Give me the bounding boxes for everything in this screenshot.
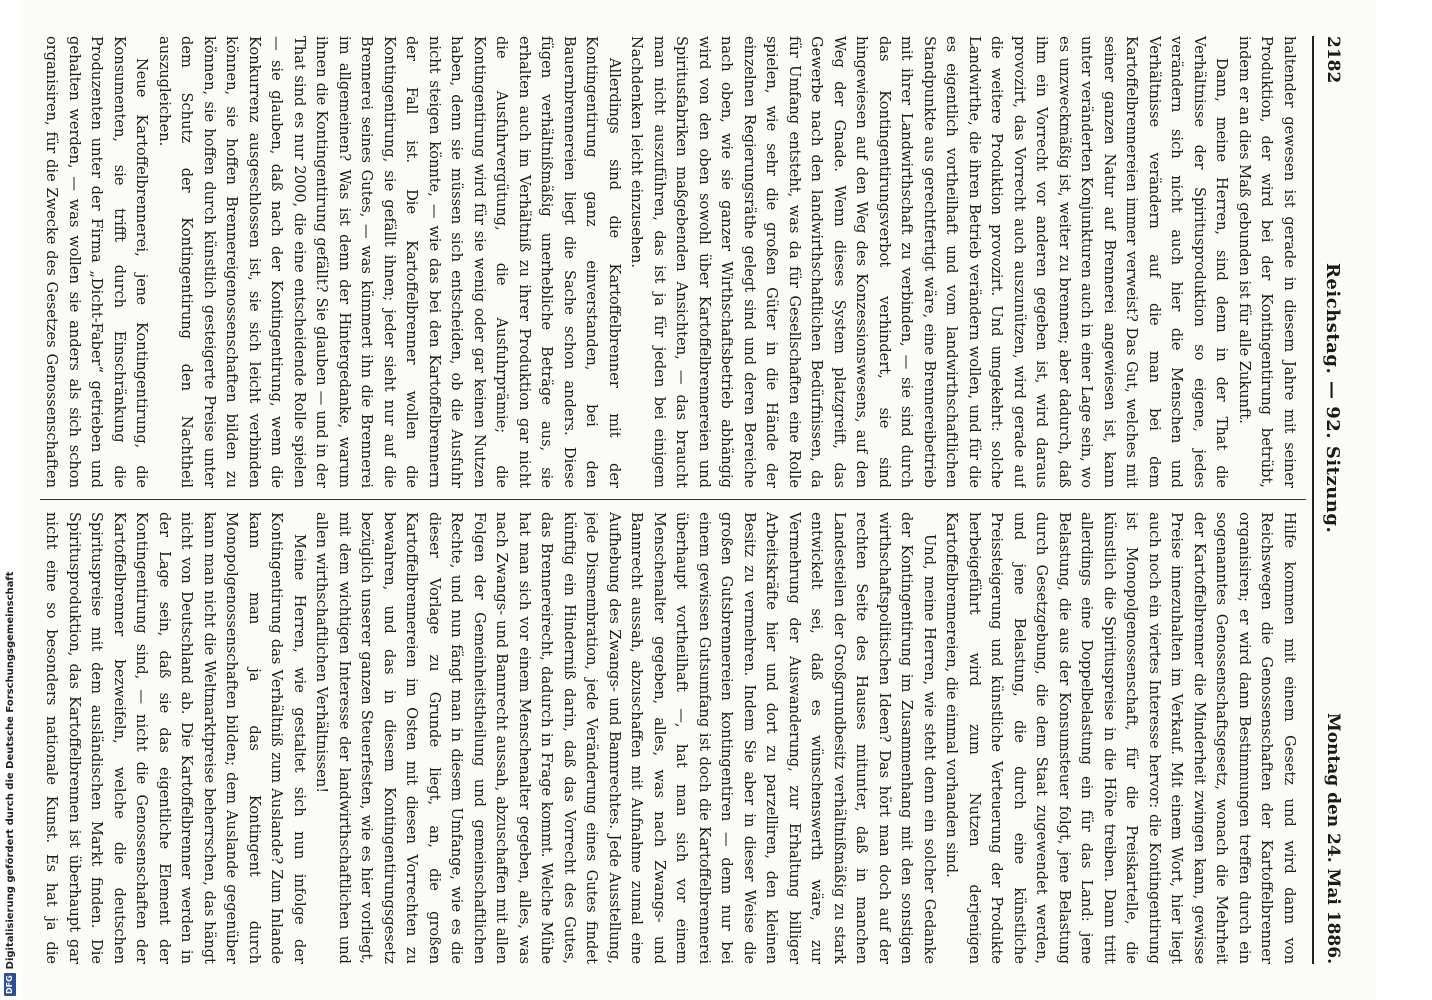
left-column	[40, 36, 1300, 488]
digitization-sidebar	[0, 0, 20, 1000]
column-divider	[40, 499, 1306, 500]
header-rule	[1312, 36, 1314, 964]
digitization-notice: Digitalisierung gefördert durch die Deutsche Forschungsgemeinschaft	[4, 571, 16, 970]
paragraph: Und, meine Herren, wie steht denn ein solcher Gedanke der Kontingentirung im Zusammenhang mit den sonstigen wirthschaftspolitischen Ideen? Das hört man doch auf der rechten Seite des Hauses mitunter, daß in manchen Landesteilen der Großgrundbesitz verhältnißmäßig zu stark entwickelt sei, daß es wünschenswerth wäre, zur Vermehrung der Auswanderung, zur Erhaltung billiger Arbeitskräfte hier und dort zu parzelliren, den kleinen Besitz zu vermehren. Indem Sie aber in dieser Weise die großen Gutsbrennereien kontingentiren — denn nur bei einem gewissen Gutsumfang ist doch die Kartoffelbrennerei überhaupt vortheilhaft —, hat man sich vor einem Menschenalter gegeben, alles, was nach Zwangs- und Bannrecht aussah, abzuschaffen mit Aufnahme zumal eine Aufhebung des Zwangs- und Bannrechtes. Jede Ausstellung, jede Dismembration, jede Veränderung eines Gutes findet künftig ein Hinderniß darin, daß das Vorrecht des Gutes, das Brennereirecht, dadurch in Frage kommt. Welche Mühe hat man sich vor einem Menschenalter gegeben, alles, was nach Zwangs- und Bannrecht aussah, abzuschaffen mit allen Folgen der Gemeinheitstheilung und gemeinschaftlichen Rechte, und nun fängt man in diesem Umfange, wie es die dieser Vorlage zu Grunde liegt, an, die großen Kartoffelbrennereien im Osten mit diesen Vorrechten zu bewahren, und das in diesem Kontingentirungsgesetz bezüglich unserer ganzen Steuerfesten, wie es hier vorliegt, mit dem wichtigen Interesse der landwirthschaftlichen und allen wirthschaftlichen Verhältnissen!	[313, 512, 938, 964]
page-header	[1318, 36, 1348, 964]
paragraph: Dann, meine Herren, sind denn in der That die Verhältnisse der Spiritusproduktion so eigene, jedes verändern sich nicht auch hier die Menschen und Verhältnisse verändern auf die man bei dem Kartoffelbrennereien immer verweist? Das Gut, welches mit seiner ganzen Natur auf Brennerei angewiesen ist, kann unter veränderten Konjunkturen auch in einer Lage sein, wo es unzweckmäßig ist, weiter zu brennen; aber dadurch, daß ihm ein Vorrecht vor anderen gegeben ist, wird daraus provozirt, das Vorrecht auch auszunützen, wird gerade auf die weitere Produktion provozirt. Und umgekehrt: solche Landwirthe, die ihren Betrieb verändern wollen, und für die es eigentlich vortheilhaft und vom landwirthschaftlichen Standpunkte aus gerechtfertigt wäre, eine Brennereibetrieb mit ihrer Landwirthschaft zu verbinden, — sie sind durch das Kontingentirungsverbot verhindert, sie sind hingewiesen auf den Weg des Konzessionswesens, auf den Weg der Gnade. Wenn dieses System platzgreift, das Gewerbe nach den landwirthschaftlichen Bedürfnissen, da für Umfang entsteht, was da für Gesellschaften eine Rolle spielen, wie sehr die großen Güter in die Hände der einzelnen Regierungsräthe gelegt sind und deren Bereiche nach oben, wie sie ganzer Wirthschaftsbetrieb abhängig wird von den oben sowohl über Kartoffelbrennereien und Spiritusfabriken maßgebenden Ansichten, — das braucht man nicht auszuführen, das ist ja für jeden bei einigem Nachdenken leicht einzusehen.	[628, 36, 1231, 488]
paragraph: Meine Herren, wie gestaltet sich nun infolge der Kontingentirung das Verhältniß zum Auslande? Zum Inlande kann man ja das Kontingent durch Monopolgenossenschaften bilden; dem Auslande gegenüber kann man nicht die Weltmarktpreise beherrschen, das hängt nicht von Deutschland ab. Die Kartoffelbrenner werden in der Lage sein, daß sie das eigentliche Element der Kontingentirung sind, — nicht die Genossenschaften der Kartoffelbrenner bezweifeln, welche die deutschen Spirituspreise mit dem ausländischen Markt finden. Die Spiritusproduktion, das Kartoffelbrennen ist überhaupt gar nicht eine so besonders nationale Kunst. Es hat ja die	[43, 512, 308, 964]
page-number: 2182	[1323, 36, 1343, 84]
right-column	[40, 512, 1300, 964]
header-date: Montag den 24. Mai 1886.	[1323, 712, 1343, 964]
paragraph: Allerdings sind die Kartoffelbrenner mit der Kontingentirung ganz einverstanden, bei den Bauernbrennereien liegt die Sache schon anders. Diese fügen verhältnißmäßig unerhebliche Beträge aus, sie erhalten auch im Verhältniß zu ihrer Produktion gar nicht die Ausfuhrvergütung, die Ausfuhrprämie; die Kontingentirung wird für sie wenig oder gar keinen Nutzen haben, denn sie müssen sich entscheiden, ob die Ausfuhr nicht steigen könnte, — wie das bei den Kartoffelbrennern der Fall ist. Die Kartoffelbrenner wollen die Kontingentirung, sie gefällt ihnen; jeder sieht nur auf die Brennerei seines Gutes, — was kümmert ihn die Brennerei im allgemeinen? Was ist denn der Hintergedanke, warum ihnen die Kontingentirung gefällt? Sie glauben — und in der That sind es nur 2000, die eine entscheidende Rolle spielen — sie glauben, daß nach der Kontingentirung, wenn die Konkurrenz ausgeschlossen ist, sie sich leicht verbinden können, sie hoffen Brennereigenossenschaften bilden zu können, sie hoffen durch künstlich gesteigerte Preise unter dem Schutz der Kontingentirung den Nachtheil auszugleichen.	[156, 36, 623, 488]
paragraph: haltender gewesen ist gerade in diesem Jahre mit seiner Produktion, der wird bei der Kontingentirung betrübt, indem er an dies Maß gebunden ist für alle Zukunft.	[1236, 36, 1298, 488]
header-title: Reichstag. — 92. Sitzung.	[1322, 262, 1344, 534]
dfg-logo: DFG	[5, 975, 14, 994]
paragraph: Neue Kartoffelbrennerei, jene Kontingentirung, die Konsumenten, sie trifft durch Einschränkung die Produzenten unter der Firma „Dicht-Faber“ getrieben und gehalten werden, — was wollen sie anders als sich schon organisiren, für die Zwecke des Gesetzes Genossenschaften	[43, 36, 151, 488]
paragraph: Hilfe kommen mit einem Gesetz und wird dann von Reichswegen die Genossenschaften der Kartoffelbrenner organisiren; er wird dann Bestimmungen treffen durch ein sogenanntes Genossenschaftsgesetz, wonach die Mehrheit der Kartoffelbrenner die Minderheit zwingen kann, gewisse Preise innezuhalten im Verkauf. Mit einem Wort, hier liegt auch noch ein viertes Interesse hervor: die Kontingentirung ist Monopolgenossenschaft, für die Preiskartelle, die künstlich die Spirituspreise in die Höhe treiben. Dann tritt allerdings eine Doppelbelastung ein für das Land: jene Belastung, die aus der Konsumsteuer folgt, jene Belastung durch Gesetzgebung, die dem Staat zugewendet werden, und jene Belastung, die durch eine künstliche Preissteigerung und künstliche Verteuerung der Produkte herbeigeführt wird zum Nutzen derjenigen Kartoffelbrennereien, die einmal vorhanden sind.	[943, 512, 1298, 964]
